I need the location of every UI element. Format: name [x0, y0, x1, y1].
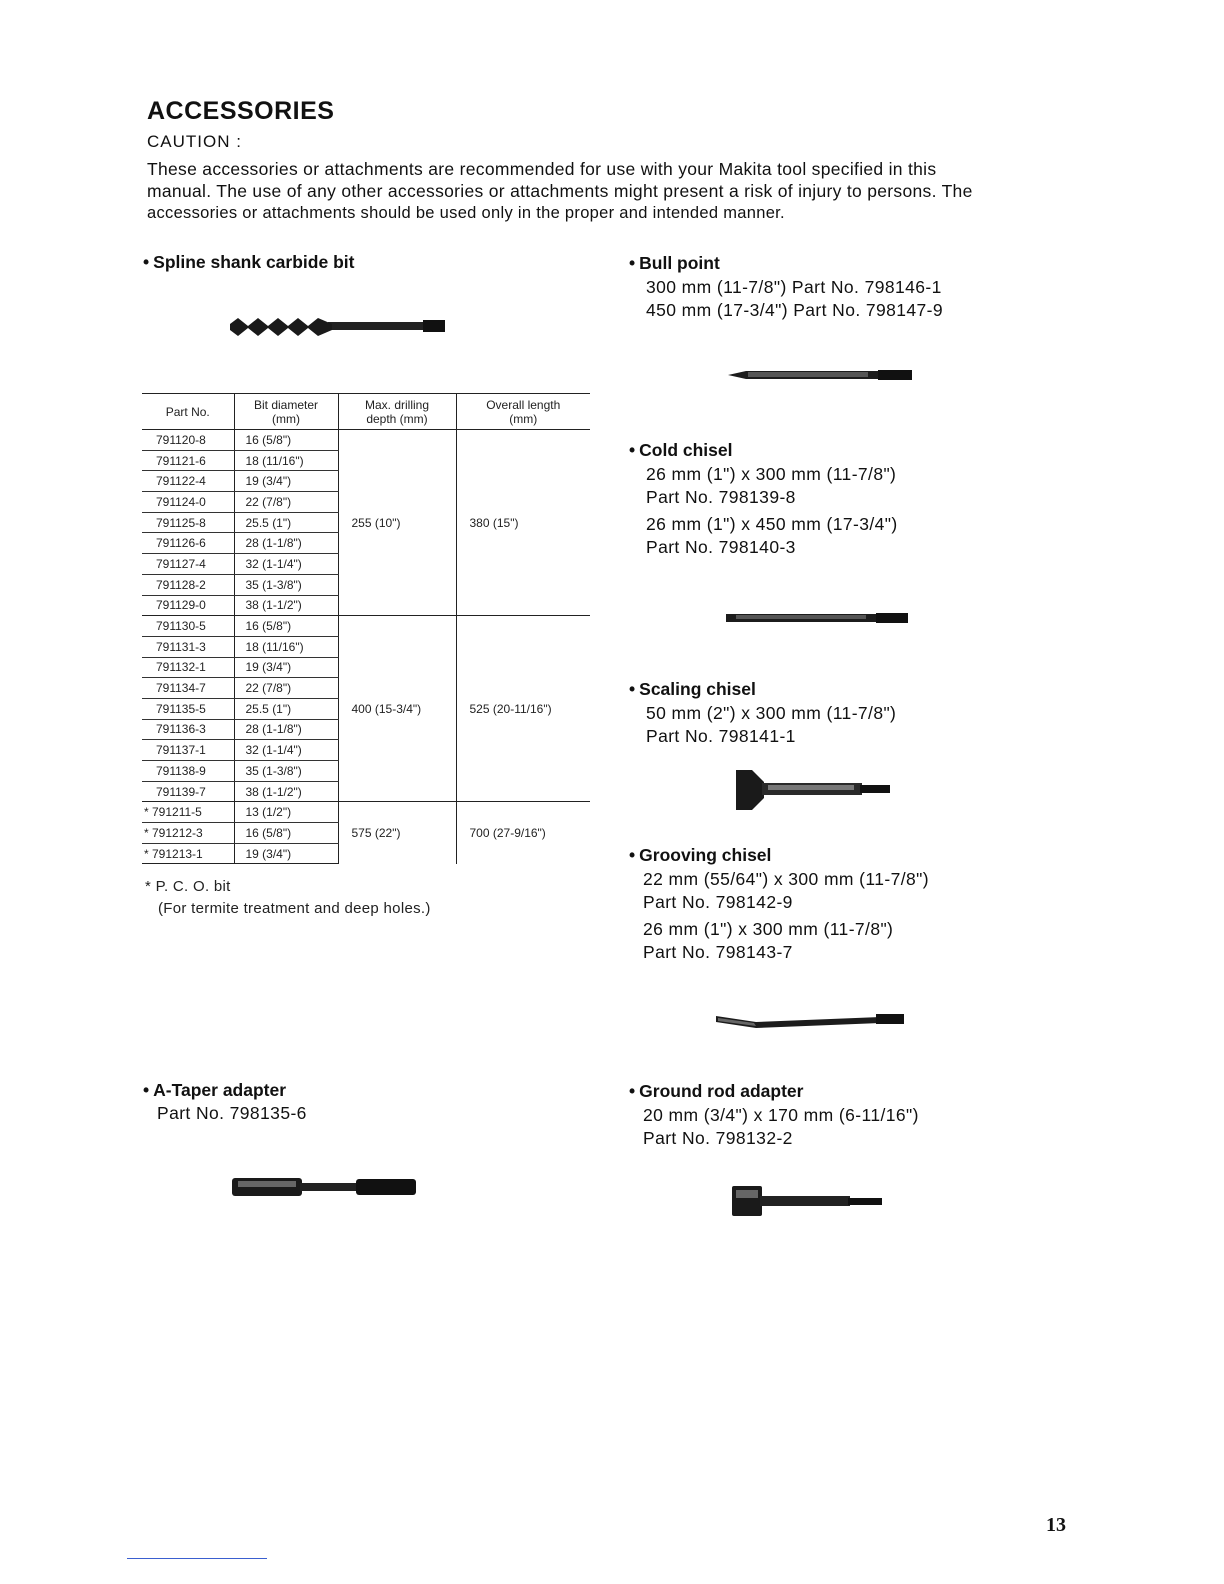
- cold-chisel-image: [726, 612, 908, 624]
- page-number: 13: [1046, 1514, 1066, 1536]
- bit-diameter: 32 (1-1/4"): [234, 740, 338, 761]
- overall-length: 700 (27-9/16"): [469, 826, 546, 841]
- bit-diameter: 18 (11/16"): [234, 636, 338, 657]
- part-line: Part No. 798143-7: [643, 942, 793, 962]
- bit-diameter: 19 (3/4"): [234, 657, 338, 678]
- part-no: 791129-0: [142, 595, 234, 616]
- cold-chisel-specs: [646, 463, 898, 559]
- bull-point-title-text: Bull point: [639, 253, 720, 273]
- bit-diameter: 35 (1-3/8"): [234, 574, 338, 595]
- part-no: * 791212-3: [142, 823, 234, 844]
- part-line: Part No. 798139-8: [646, 487, 796, 507]
- part-line: Part No. 798141-1: [646, 726, 796, 746]
- col-max-depth: Max. drilling depth (mm): [338, 394, 456, 430]
- spline-bit-title: [143, 252, 354, 273]
- part-no: 791121-6: [142, 450, 234, 471]
- overall-length: 380 (15"): [456, 430, 590, 616]
- a-taper-title: [143, 1080, 286, 1101]
- part-no: * 791213-1: [142, 843, 234, 864]
- footnote-line: (For termite treatment and deep holes.): [158, 900, 431, 917]
- spec-line: 50 mm (2") x 300 mm (11-7/8"): [646, 703, 897, 723]
- bit-diameter: 28 (1-1/8"): [234, 719, 338, 740]
- part-no: 791126-6: [142, 533, 234, 554]
- grooving-chisel-title-text: Grooving chisel: [639, 845, 772, 865]
- bullet: •: [629, 845, 636, 865]
- spec-line: 26 mm (1") x 450 mm (17-3/4"): [646, 514, 898, 534]
- bull-point-title: [629, 253, 720, 274]
- bit-diameter: 35 (1-3/8"): [234, 761, 338, 782]
- bit-diameter: 22 (7/8"): [234, 678, 338, 699]
- bit-diameter: 22 (7/8"): [234, 492, 338, 513]
- caution-text: [147, 158, 1107, 224]
- footnote-line: * P. C. O. bit: [145, 878, 231, 895]
- spline-bit-table: [142, 393, 590, 864]
- part-no: 791122-4: [142, 471, 234, 492]
- spec-line: 26 mm (1") x 300 mm (11-7/8"): [643, 919, 894, 939]
- bit-diameter: 16 (5/8"): [234, 823, 338, 844]
- table-row: [142, 430, 590, 451]
- part-no: 791139-7: [142, 781, 234, 802]
- caution-line: manual. The use of any other accessories or attachments might present a risk of injury to persons. The: [147, 181, 973, 201]
- bit-diameter: 13 (1/2"): [234, 802, 338, 823]
- bullet: •: [629, 440, 636, 460]
- scaling-chisel-title: [629, 679, 756, 700]
- spec-line: 26 mm (1") x 300 mm (11-7/8"): [646, 464, 897, 484]
- table-row: [142, 802, 590, 823]
- part-no: 791128-2: [142, 574, 234, 595]
- scaling-chisel-specs: [646, 702, 896, 748]
- part-no: 791134-7: [142, 678, 234, 699]
- part-line: Part No. 798135-6: [157, 1103, 307, 1123]
- bit-diameter: 16 (5/8"): [234, 430, 338, 451]
- ground-rod-title-text: Ground rod adapter: [639, 1081, 804, 1101]
- spline-bit-image: [228, 312, 448, 342]
- grooving-chisel-specs: [643, 868, 929, 964]
- part-no: 791137-1: [142, 740, 234, 761]
- col-overall-length: Overall length (mm): [456, 394, 590, 430]
- max-depth: 400 (15-3/4"): [338, 616, 456, 802]
- bit-diameter: 25.5 (1"): [234, 512, 338, 533]
- caution-line: These accessories or attachments are recommended for use with your Makita tool specified in this: [147, 159, 937, 179]
- bit-diameter: 16 (5/8"): [234, 616, 338, 637]
- grooving-chisel-title: [629, 845, 771, 866]
- ground-rod-image: [732, 1184, 882, 1218]
- part-no: 791136-3: [142, 719, 234, 740]
- bit-diameter: 25.5 (1"): [234, 698, 338, 719]
- page-title: ACCESSORIES: [147, 97, 335, 125]
- spec-line: 22 mm (55/64") x 300 mm (11-7/8"): [643, 869, 929, 889]
- bullet: •: [143, 1080, 150, 1100]
- bullet: •: [629, 1081, 636, 1101]
- bull-point-image: [728, 368, 912, 382]
- bit-diameter: 19 (3/4"): [234, 843, 338, 864]
- part-no: 791130-5: [142, 616, 234, 637]
- bull-point-specs: [646, 276, 943, 322]
- part-no: 791138-9: [142, 761, 234, 782]
- scaling-chisel-image: [734, 766, 890, 814]
- cold-chisel-title-text: Cold chisel: [639, 440, 733, 460]
- spec-line: 20 mm (3/4") x 170 mm (6-11/16"): [643, 1105, 919, 1125]
- part-line: Part No. 798142-9: [643, 892, 793, 912]
- table-footnote: [145, 876, 431, 920]
- ground-rod-specs: [643, 1104, 919, 1150]
- bit-diameter: 19 (3/4"): [234, 471, 338, 492]
- caution-label: CAUTION :: [147, 132, 242, 151]
- a-taper-specs: [157, 1102, 307, 1125]
- part-line: Part No. 798140-3: [646, 537, 796, 557]
- ground-rod-title: [629, 1081, 803, 1102]
- table-row: [142, 616, 590, 637]
- bullet: •: [143, 252, 150, 272]
- footer-rule: [127, 1558, 267, 1559]
- spec-line: 450 mm (17-3/4") Part No. 798147-9: [646, 300, 944, 320]
- spline-bit-title-text: Spline shank carbide bit: [153, 252, 355, 272]
- col-part-no: Part No.: [142, 394, 234, 430]
- part-no: 791135-5: [142, 698, 234, 719]
- part-no: 791125-8: [142, 512, 234, 533]
- bit-diameter: 38 (1-1/2"): [234, 595, 338, 616]
- caution-line: accessories or attachments should be used only in the proper and intended manner.: [147, 204, 785, 222]
- overall-length: 525 (20-11/16"): [456, 616, 590, 802]
- a-taper-title-text: A-Taper adapter: [153, 1080, 287, 1100]
- a-taper-image: [232, 1176, 416, 1198]
- bit-diameter: 38 (1-1/2"): [234, 781, 338, 802]
- col-bit-diameter: Bit diameter (mm): [234, 394, 338, 430]
- bit-diameter: 32 (1-1/4"): [234, 554, 338, 575]
- part-no: 791131-3: [142, 636, 234, 657]
- grooving-chisel-image: [716, 1008, 904, 1030]
- bullet: •: [629, 253, 636, 273]
- bit-diameter: 18 (11/16"): [234, 450, 338, 471]
- part-no: 791127-4: [142, 554, 234, 575]
- part-no: 791132-1: [142, 657, 234, 678]
- max-depth: 255 (10"): [338, 430, 456, 616]
- max-depth: 575 (22"): [338, 802, 456, 864]
- part-no: * 791211-5: [142, 802, 234, 823]
- table-header-row: [142, 394, 590, 430]
- scaling-chisel-title-text: Scaling chisel: [639, 679, 756, 699]
- part-no: 791124-0: [142, 492, 234, 513]
- bit-diameter: 28 (1-1/8"): [234, 533, 338, 554]
- bullet: •: [629, 679, 636, 699]
- spec-line: 300 mm (11-7/8") Part No. 798146-1: [646, 277, 942, 297]
- part-line: Part No. 798132-2: [643, 1128, 793, 1148]
- cold-chisel-title: [629, 440, 733, 461]
- part-no: 791120-8: [142, 430, 234, 451]
